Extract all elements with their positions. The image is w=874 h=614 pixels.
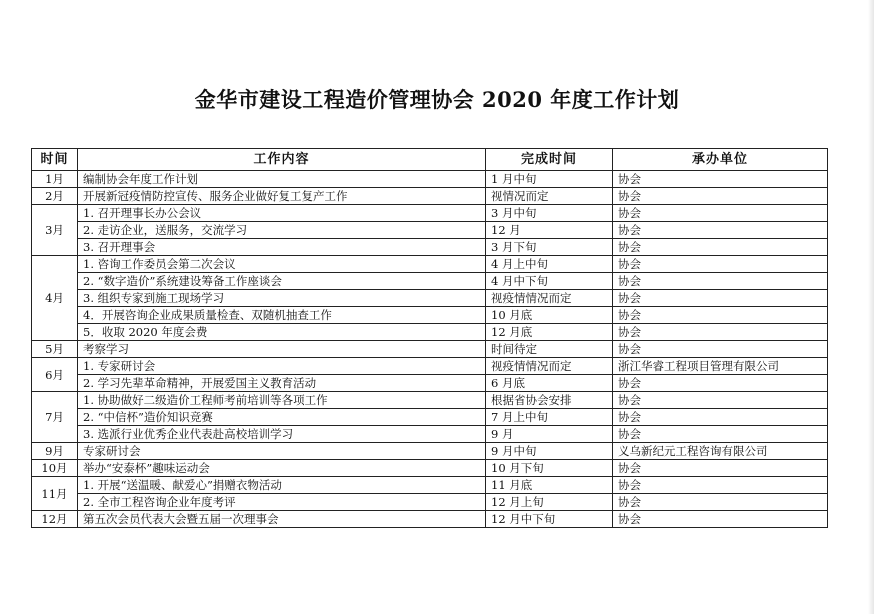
content-cell: 专家研讨会	[78, 443, 486, 460]
header-org: 承办单位	[613, 149, 828, 171]
deadline-cell: 9 月中旬	[486, 443, 613, 460]
content-cell: 1. 开展“送温暖、献爱心”捐赠衣物活动	[78, 477, 486, 494]
deadline-cell: 视疫情情况而定	[486, 358, 613, 375]
content-cell: 开展新冠疫情防控宣传、服务企业做好复工复产工作	[78, 188, 486, 205]
deadline-cell: 时间待定	[486, 341, 613, 358]
month-cell: 3月	[32, 205, 78, 256]
table-row	[32, 341, 828, 358]
content-cell: 2. “数字造价”系统建设筹备工作座谈会	[78, 273, 486, 290]
org-cell: 协会	[613, 290, 828, 307]
header-time: 时间	[32, 149, 78, 171]
content-cell: 1. 召开理事长办公会议	[78, 205, 486, 222]
table-row	[32, 205, 828, 222]
table-header-row	[32, 149, 828, 171]
table-row	[32, 511, 828, 528]
deadline-cell: 3 月下旬	[486, 239, 613, 256]
work-plan-table	[31, 148, 828, 528]
org-cell: 协会	[613, 511, 828, 528]
table-row	[32, 477, 828, 494]
content-cell: 4．开展咨询企业成果质量检查、双随机抽查工作	[78, 307, 486, 324]
header-content: 工作内容	[78, 149, 486, 171]
month-cell: 10月	[32, 460, 78, 477]
content-cell: 3. 选派行业优秀企业代表赴高校培训学习	[78, 426, 486, 443]
deadline-cell: 12 月	[486, 222, 613, 239]
month-cell: 6月	[32, 358, 78, 392]
deadline-cell: 10 月下旬	[486, 460, 613, 477]
table-row	[32, 494, 828, 511]
deadline-cell: 6 月底	[486, 375, 613, 392]
org-cell: 协会	[613, 188, 828, 205]
content-cell: 考察学习	[78, 341, 486, 358]
org-cell: 协会	[613, 171, 828, 188]
table-row	[32, 375, 828, 392]
org-cell: 协会	[613, 426, 828, 443]
org-cell: 协会	[613, 392, 828, 409]
table-row	[32, 426, 828, 443]
table-row	[32, 392, 828, 409]
deadline-cell: 根据省协会安排	[486, 392, 613, 409]
table-row	[32, 239, 828, 256]
org-cell: 义乌新纪元工程咨询有限公司	[613, 443, 828, 460]
content-cell: 3. 组织专家到施工现场学习	[78, 290, 486, 307]
org-cell: 协会	[613, 256, 828, 273]
table-row	[32, 460, 828, 477]
deadline-cell: 12 月底	[486, 324, 613, 341]
content-cell: 1. 咨询工作委员会第二次会议	[78, 256, 486, 273]
deadline-cell: 10 月底	[486, 307, 613, 324]
month-cell: 5月	[32, 341, 78, 358]
table-row	[32, 256, 828, 273]
table-row	[32, 358, 828, 375]
document-title: 金华市建设工程造价管理协会 2020 年度工作计划	[194, 87, 680, 112]
deadline-cell: 7 月上中旬	[486, 409, 613, 426]
month-cell: 4月	[32, 256, 78, 341]
content-cell: 2. 走访企业，送服务，交流学习	[78, 222, 486, 239]
month-cell: 1月	[32, 171, 78, 188]
deadline-cell: 9 月	[486, 426, 613, 443]
deadline-cell: 视情况而定	[486, 188, 613, 205]
table-row	[32, 409, 828, 426]
month-cell: 12月	[32, 511, 78, 528]
table-row	[32, 171, 828, 188]
content-cell: 1. 协助做好二级造价工程师考前培训等各项工作	[78, 392, 486, 409]
content-cell: 编制协会年度工作计划	[78, 171, 486, 188]
deadline-cell: 12 月中下旬	[486, 511, 613, 528]
month-cell: 11月	[32, 477, 78, 511]
org-cell: 协会	[613, 324, 828, 341]
org-cell: 协会	[613, 341, 828, 358]
deadline-cell: 11 月底	[486, 477, 613, 494]
deadline-cell: 4 月上中旬	[486, 256, 613, 273]
content-cell: 5．收取 2020 年度会费	[78, 324, 486, 341]
month-cell: 9月	[32, 443, 78, 460]
deadline-cell: 12 月上旬	[486, 494, 613, 511]
table-row	[32, 307, 828, 324]
org-cell: 浙江华睿工程项目管理有限公司	[613, 358, 828, 375]
content-cell: 举办“安泰杯”趣味运动会	[78, 460, 486, 477]
month-cell: 2月	[32, 188, 78, 205]
table-row	[32, 188, 828, 205]
org-cell: 协会	[613, 460, 828, 477]
deadline-cell: 3 月中旬	[486, 205, 613, 222]
org-cell: 协会	[613, 239, 828, 256]
table-body	[32, 171, 828, 528]
table-row	[32, 443, 828, 460]
content-cell: 2. “中信杯”造价知识竞赛	[78, 409, 486, 426]
content-cell: 2. 学习先辈革命精神，开展爱国主义教育活动	[78, 375, 486, 392]
deadline-cell: 视疫情情况而定	[486, 290, 613, 307]
header-deadline: 完成时间	[486, 149, 613, 171]
month-cell: 7月	[32, 392, 78, 443]
deadline-cell: 4 月中下旬	[486, 273, 613, 290]
table-row	[32, 324, 828, 341]
org-cell: 协会	[613, 205, 828, 222]
table-row	[32, 222, 828, 239]
table-row	[32, 290, 828, 307]
org-cell: 协会	[613, 494, 828, 511]
org-cell: 协会	[613, 307, 828, 324]
org-cell: 协会	[613, 375, 828, 392]
content-cell: 3. 召开理事会	[78, 239, 486, 256]
org-cell: 协会	[613, 273, 828, 290]
org-cell: 协会	[613, 477, 828, 494]
deadline-cell: 1 月中旬	[486, 171, 613, 188]
content-cell: 1. 专家研讨会	[78, 358, 486, 375]
table-row	[32, 273, 828, 290]
content-cell: 第五次会员代表大会暨五届一次理事会	[78, 511, 486, 528]
org-cell: 协会	[613, 409, 828, 426]
org-cell: 协会	[613, 222, 828, 239]
content-cell: 2. 全市工程咨询企业年度考评	[78, 494, 486, 511]
